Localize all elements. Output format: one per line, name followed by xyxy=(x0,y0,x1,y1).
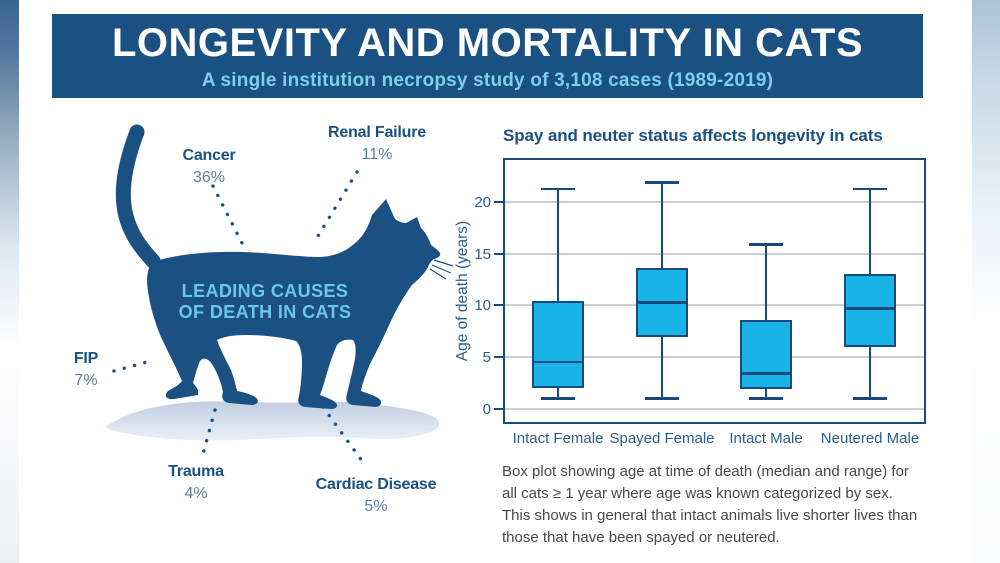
cause-name: Cardiac Disease xyxy=(315,476,437,493)
tick-20 xyxy=(494,201,503,203)
box-intact-male xyxy=(740,320,792,389)
median-neutered-male xyxy=(846,307,894,310)
caption-line-1: Box plot showing age at time of death (median and range) for xyxy=(502,463,909,480)
cat-center-label-line1: LEADING CAUSES xyxy=(181,281,349,301)
tick-label-15: 15 xyxy=(474,245,491,263)
tick-label-5: 5 xyxy=(482,349,491,367)
whisker-cap-top-spayed-female xyxy=(645,181,679,184)
whisker-cap-top-intact-female xyxy=(541,188,575,191)
cause-pct: 11% xyxy=(361,146,393,163)
cause-label-cancer xyxy=(182,148,235,186)
tick-label-20: 20 xyxy=(474,194,491,212)
category-label-intact-male: Intact Male xyxy=(729,430,803,447)
cause-pct: 4% xyxy=(184,485,208,502)
gridline-15 xyxy=(505,253,924,255)
cat-whiskers xyxy=(430,260,453,279)
cause-label-cardiac-disease xyxy=(316,477,437,515)
caption-line-4: those that have been spayed or neutered. xyxy=(502,529,780,546)
leader-line-cancer xyxy=(213,186,242,243)
cat-tail-shape xyxy=(123,132,153,261)
whisker-cap-bottom-spayed-female xyxy=(645,397,679,400)
tick-0 xyxy=(494,408,503,410)
category-label-spayed-female: Spayed Female xyxy=(609,430,715,447)
boxplot-chart xyxy=(474,158,926,447)
box-neutered-male xyxy=(844,274,896,346)
median-spayed-female xyxy=(638,301,686,304)
blurred-edge-left xyxy=(0,0,19,563)
category-label-intact-female: Intact Female xyxy=(512,430,604,447)
caption-line-3: This shows in general that intact animals live shorter lives than xyxy=(502,507,918,524)
cause-pct: 5% xyxy=(364,498,388,515)
header-banner xyxy=(52,14,923,98)
box-intact-female xyxy=(532,301,584,388)
chart-caption xyxy=(502,461,982,549)
chart-title: Spay and neuter status affects longevity in cats xyxy=(503,126,883,145)
whisker-cap-top-neutered-male xyxy=(853,188,887,191)
main-title: LONGEVITY AND MORTALITY IN CATS xyxy=(111,20,864,65)
tick-label-10: 10 xyxy=(474,297,491,315)
cause-pct: 7% xyxy=(74,372,98,389)
caption-line-2: all cats ≥ 1 year where age was known categorized by sex. xyxy=(502,485,893,502)
cat-center-label-line2: OF DEATH IN CATS xyxy=(178,302,352,322)
cause-name: Renal Failure xyxy=(328,124,426,141)
leader-line-fip xyxy=(114,362,147,371)
median-intact-female xyxy=(534,361,582,364)
cat-center-label xyxy=(179,281,352,323)
cause-label-trauma xyxy=(168,464,224,502)
median-intact-male xyxy=(742,372,790,375)
tick-15 xyxy=(494,253,503,255)
whisker-cap-bottom-neutered-male xyxy=(853,397,887,400)
gridline-20 xyxy=(505,201,924,203)
leader-line-renal-failure xyxy=(315,172,357,241)
cause-label-fip xyxy=(74,351,98,389)
gridline-0 xyxy=(505,408,924,410)
whisker-cap-bottom-intact-male xyxy=(749,397,783,400)
tick-10 xyxy=(494,304,503,306)
whisker-cap-top-intact-male xyxy=(749,243,783,246)
subtitle: A single institution necropsy study of 3,108 cases (1989-2019) xyxy=(201,69,774,91)
tick-5 xyxy=(494,356,503,358)
y-axis-label: Age of death (years) xyxy=(454,220,471,362)
boxplot-plot-area xyxy=(474,160,924,447)
cause-name: Cancer xyxy=(182,147,236,164)
whisker-cap-bottom-intact-female xyxy=(541,397,575,400)
tick-label-0: 0 xyxy=(482,400,491,418)
category-label-neutered-male: Neutered Male xyxy=(820,430,920,447)
cause-name: Trauma xyxy=(168,463,224,480)
cause-pct: 36% xyxy=(192,169,226,186)
cause-name: FIP xyxy=(73,350,99,367)
cause-label-renal-failure xyxy=(328,125,426,163)
cat-shadow xyxy=(106,401,439,440)
